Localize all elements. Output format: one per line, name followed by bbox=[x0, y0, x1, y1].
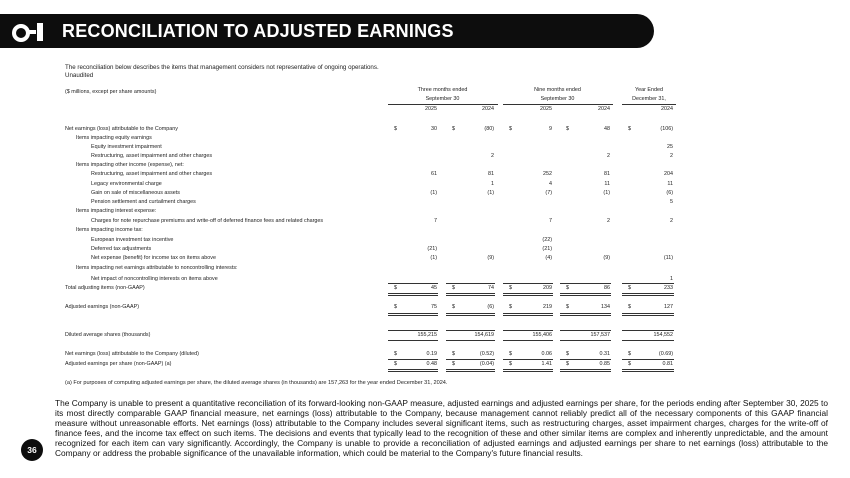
table-cell: 0.06 bbox=[541, 351, 552, 357]
row-label: Net earnings (loss) attributable to the Company bbox=[65, 126, 178, 132]
rule-line bbox=[446, 313, 495, 314]
row-label: Diluted average shares (thousands) bbox=[65, 332, 151, 338]
table-cell: (1) bbox=[430, 190, 437, 196]
dollar-sign: $ bbox=[628, 361, 631, 367]
rule-line bbox=[622, 283, 674, 284]
rule-line bbox=[503, 283, 553, 284]
table-cell: 2 bbox=[607, 153, 610, 159]
table-cell: (1) bbox=[487, 190, 494, 196]
rule-line bbox=[622, 295, 674, 296]
rule-line bbox=[622, 371, 674, 372]
table-cell: (0.04) bbox=[479, 361, 494, 367]
dollar-sign: $ bbox=[452, 304, 455, 310]
table-cell: 127 bbox=[664, 304, 673, 310]
table-cell: 81 bbox=[488, 171, 494, 177]
table-cell: 157,537 bbox=[590, 332, 610, 338]
rule-line bbox=[388, 313, 438, 314]
rule-line bbox=[388, 283, 438, 284]
rule-line bbox=[388, 371, 438, 372]
table-cell: 45 bbox=[431, 285, 437, 291]
unaudited-label: Unaudited bbox=[65, 72, 94, 79]
table-cell: 219 bbox=[543, 304, 552, 310]
table-cell: 155,406 bbox=[532, 332, 552, 338]
rule-line bbox=[388, 295, 438, 296]
year-header: Year Ended bbox=[635, 87, 663, 93]
page-title: RECONCILIATION TO ADJUSTED EARNINGS bbox=[62, 21, 454, 41]
dollar-sign: $ bbox=[509, 351, 512, 357]
table-cell: 0.81 bbox=[662, 361, 673, 367]
rule-line bbox=[388, 315, 438, 316]
rule-line bbox=[622, 313, 674, 314]
dollar-sign: $ bbox=[394, 285, 397, 291]
table-cell: 2 bbox=[670, 218, 673, 224]
rule-line bbox=[622, 315, 674, 316]
row-label: Items impacting income tax: bbox=[76, 227, 143, 233]
dollar-sign: $ bbox=[394, 304, 397, 310]
row-label: Items impacting net earnings attributable to noncontrolling interests: bbox=[76, 265, 238, 271]
three-months-header: Three months ended bbox=[417, 87, 468, 93]
column-year-header: 2024 bbox=[482, 106, 494, 112]
rule-line bbox=[503, 330, 553, 331]
row-label: Items impacting interest expense: bbox=[76, 208, 157, 214]
rule-line bbox=[560, 330, 611, 331]
dollar-sign: $ bbox=[452, 285, 455, 291]
table-cell: 2 bbox=[607, 218, 610, 224]
dollar-sign: $ bbox=[628, 126, 631, 132]
dollar-sign: $ bbox=[452, 351, 455, 357]
rule-line bbox=[560, 340, 611, 341]
table-cell: 0.48 bbox=[426, 361, 437, 367]
dollar-sign: $ bbox=[509, 361, 512, 367]
table-cell: 48 bbox=[604, 126, 610, 132]
table-cell: (80) bbox=[484, 126, 494, 132]
table-cell: 30 bbox=[431, 126, 437, 132]
row-label: Legacy environmental charge bbox=[91, 181, 162, 187]
table-cell: 0.85 bbox=[599, 361, 610, 367]
row-label: Restructuring, asset impairment and other charges bbox=[91, 171, 213, 177]
table-cell: (7) bbox=[545, 190, 552, 196]
table-cell: 154,619 bbox=[474, 332, 494, 338]
rule-line bbox=[388, 340, 438, 341]
rule-line bbox=[446, 293, 495, 294]
dollar-sign: $ bbox=[394, 126, 397, 132]
rule-line bbox=[503, 315, 553, 316]
rule-line bbox=[622, 330, 674, 331]
rule-line bbox=[388, 330, 438, 331]
page-number: 36 bbox=[21, 439, 43, 461]
row-label: Items impacting equity earnings bbox=[76, 135, 152, 141]
table-cell: 0.31 bbox=[599, 351, 610, 357]
dollar-sign: $ bbox=[394, 361, 397, 367]
table-cell: 233 bbox=[664, 285, 673, 291]
table-cell: 11 bbox=[667, 181, 673, 187]
dollar-sign: $ bbox=[566, 351, 569, 357]
rule-line bbox=[503, 295, 553, 296]
nine-months-header-date: September 30 bbox=[540, 96, 575, 102]
row-label: Restructuring, asset impairment and other charges bbox=[91, 153, 213, 159]
table-cell: 154,552 bbox=[653, 332, 673, 338]
dollar-sign: $ bbox=[452, 126, 455, 132]
column-year-header: 2024 bbox=[598, 106, 610, 112]
rule-line bbox=[446, 295, 495, 296]
column-year-header: 2025 bbox=[540, 106, 552, 112]
row-label: Charges for note repurchase premiums and write-off of deferred finance fees and related charges bbox=[91, 218, 324, 224]
table-cell: 2 bbox=[670, 153, 673, 159]
row-label: European investment tax incentive bbox=[91, 237, 174, 243]
rule-line bbox=[388, 293, 438, 294]
row-label: Adjusted earnings per share (non-GAAP) (a) bbox=[65, 361, 172, 367]
table-cell: 81 bbox=[604, 171, 610, 177]
row-label: Gain on sale of miscellaneous assets bbox=[91, 190, 180, 196]
rule-line bbox=[560, 371, 611, 372]
dollar-sign: $ bbox=[628, 304, 631, 310]
table-cell: (22) bbox=[542, 237, 552, 243]
nine-months-header: Nine months ended bbox=[534, 87, 581, 93]
table-cell: (21) bbox=[427, 246, 437, 252]
dollar-sign: $ bbox=[509, 304, 512, 310]
dollar-sign: $ bbox=[452, 361, 455, 367]
table-cell: (106) bbox=[660, 126, 673, 132]
table-cell: 25 bbox=[667, 144, 673, 150]
company-logo bbox=[12, 23, 44, 41]
rule-line bbox=[446, 359, 495, 360]
table-cell: (0.52) bbox=[479, 351, 494, 357]
column-year-header: 2024 bbox=[661, 106, 673, 112]
row-label: Deferred tax adjustments bbox=[91, 246, 152, 252]
row-label: Total adjusting items (non-GAAP) bbox=[65, 285, 145, 291]
table-cell: (1) bbox=[603, 190, 610, 196]
footnote: (a) For purposes of computing adjusted earnings per share, the diluted average shares (in thousands) are 157,263 for the year ended December 31, 2024. bbox=[65, 380, 448, 386]
rule-line bbox=[503, 359, 553, 360]
column-year-header: 2025 bbox=[425, 106, 437, 112]
table-cell: (9) bbox=[487, 255, 494, 261]
table-cell: 209 bbox=[543, 285, 552, 291]
table-cell: (6) bbox=[666, 190, 673, 196]
table-cell: 61 bbox=[431, 171, 437, 177]
table-cell: (11) bbox=[663, 255, 673, 261]
rule-line bbox=[560, 283, 611, 284]
rule-line bbox=[560, 293, 611, 294]
dollar-sign: $ bbox=[566, 285, 569, 291]
row-label: Net expense (benefit) for income tax on items above bbox=[91, 255, 216, 261]
rule-line bbox=[503, 313, 553, 314]
table-cell: (9) bbox=[603, 255, 610, 261]
table-cell: 252 bbox=[543, 171, 552, 177]
dollar-sign: $ bbox=[394, 351, 397, 357]
table-cell: (21) bbox=[542, 246, 552, 252]
rule-line bbox=[622, 369, 674, 370]
table-cell: 7 bbox=[549, 218, 552, 224]
table-cell: 4 bbox=[549, 181, 552, 187]
units-label: ($ millions, except per share amounts) bbox=[65, 89, 157, 95]
rule-line bbox=[446, 330, 495, 331]
rule-line bbox=[446, 340, 495, 341]
rule-line bbox=[503, 369, 553, 370]
rule-line bbox=[622, 340, 674, 341]
rule-line bbox=[503, 340, 553, 341]
intro-text: The reconciliation below describes the items that management considers not representative of ongoing operations. bbox=[65, 64, 379, 71]
rule-line bbox=[446, 283, 495, 284]
row-label: Net earnings (loss) attributable to the Company (diluted) bbox=[65, 351, 199, 357]
rule-line bbox=[560, 369, 611, 370]
dollar-sign: $ bbox=[628, 285, 631, 291]
table-cell: 86 bbox=[604, 285, 610, 291]
disclaimer-paragraph: The Company is unable to present a quantitative reconciliation of its forward-looking non-GAAP measure, adjusted earnings and adjusted earnings per share, for the periods ending after September 30, 2025 to its most directly comparable GAAP financial measure, net earnings (loss) attributable to the Company, because management cannot reliably predict all of the necessary components of this GAAP financial measure without unreasonable efforts. Net earnings (loss) attributable to the Company includes several significant items, such as restructuring charges, asset impairment charges, charges for the write-off of finance fees, and the income tax effect on such items. The decisions and events that typically lead to the recognition of these and other similar items are complex and inherently unpredictable, and the amount recognized for each item can vary significantly. Accordingly, the Company is unable to provide a reconciliation of adjusted earnings and adjusted earnings per share to net earnings (loss) attributable to the Company or address the probable significance of the unavailable information, which could be material to the Company's future financial results. bbox=[55, 398, 828, 459]
table-cell: 1 bbox=[670, 276, 673, 282]
rule-line bbox=[388, 359, 438, 360]
dollar-sign: $ bbox=[566, 126, 569, 132]
rule-line bbox=[446, 371, 495, 372]
table-cell: 75 bbox=[431, 304, 437, 310]
table-cell: 1.41 bbox=[541, 361, 552, 367]
three-months-header-date: September 30 bbox=[425, 96, 460, 102]
rule-line bbox=[560, 315, 611, 316]
table-cell: 11 bbox=[604, 181, 610, 187]
table-cell: 1 bbox=[491, 181, 494, 187]
dollar-sign: $ bbox=[509, 126, 512, 132]
row-label: Pension settlement and curtailment charges bbox=[91, 199, 196, 205]
row-label: Items impacting other income (expense), net: bbox=[76, 162, 184, 168]
year-header-date: December 31, bbox=[632, 96, 666, 102]
dollar-sign: $ bbox=[628, 351, 631, 357]
rule-line bbox=[560, 295, 611, 296]
table-cell: 9 bbox=[549, 126, 552, 132]
table-cell: (6) bbox=[487, 304, 494, 310]
rule-line bbox=[446, 369, 495, 370]
dollar-sign: $ bbox=[566, 304, 569, 310]
rule-line bbox=[560, 359, 611, 360]
table-cell: 74 bbox=[488, 285, 494, 291]
table-cell: (1) bbox=[430, 255, 437, 261]
rule-line bbox=[622, 293, 674, 294]
header-bar bbox=[0, 14, 654, 48]
table-cell: 0.19 bbox=[426, 351, 437, 357]
table-cell: (4) bbox=[545, 255, 552, 261]
rule-line bbox=[503, 293, 553, 294]
table-cell: 2 bbox=[491, 153, 494, 159]
row-label: Adjusted earnings (non-GAAP) bbox=[65, 304, 140, 310]
rule-line bbox=[503, 371, 553, 372]
rule-line bbox=[388, 369, 438, 370]
dollar-sign: $ bbox=[509, 285, 512, 291]
table-cell: 155,215 bbox=[417, 332, 437, 338]
table-cell: 5 bbox=[670, 199, 673, 205]
table-cell: 7 bbox=[434, 218, 437, 224]
rule-line bbox=[446, 315, 495, 316]
rule-line bbox=[560, 313, 611, 314]
table-cell: 204 bbox=[664, 171, 673, 177]
dollar-sign: $ bbox=[566, 361, 569, 367]
table-cell: 134 bbox=[601, 304, 610, 310]
row-label: Net impact of noncontrolling interests on items above bbox=[91, 276, 218, 282]
rule-line bbox=[622, 359, 674, 360]
table-cell: (0.69) bbox=[658, 351, 673, 357]
row-label: Equity investment impairment bbox=[91, 144, 162, 150]
